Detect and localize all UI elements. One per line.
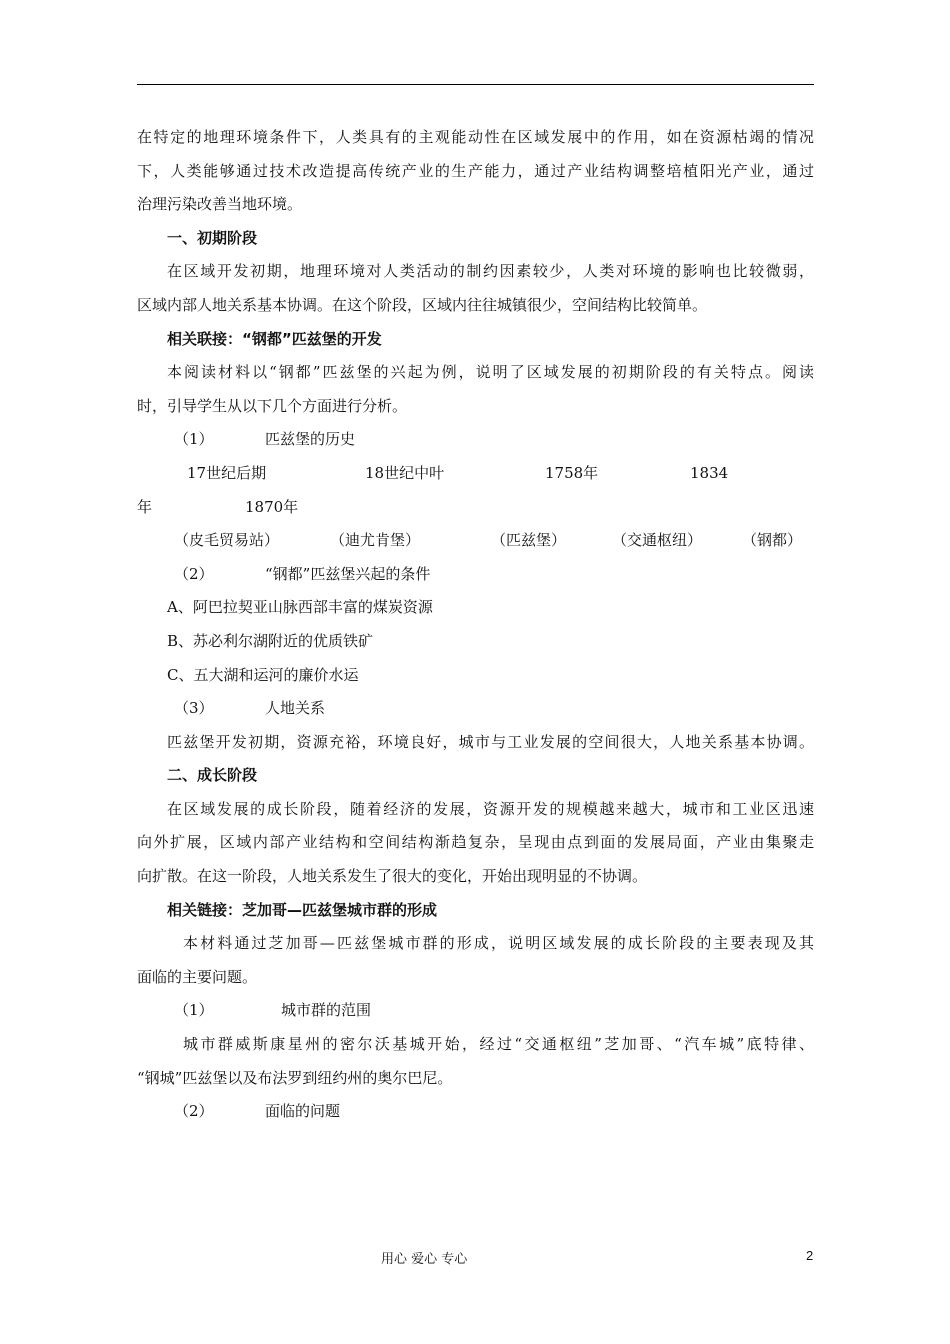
paragraph-line: 向扩散。在这一阶段，人地关系发生了很大的变化，开始出现明显的不协调。 xyxy=(137,867,648,886)
paragraph-line: 本阅读材料以“钢都”匹兹堡的兴起为例，说明了区域发展的初期阶段的有关特点。阅读 xyxy=(167,363,814,382)
stage-label: （匹兹堡） xyxy=(491,531,567,550)
section-heading-initial: 一、初期阶段 xyxy=(167,228,258,247)
item-text: 匹兹堡的历史 xyxy=(265,430,356,449)
item-text: “钢都”匹兹堡兴起的条件 xyxy=(265,564,431,583)
paragraph-line: 治理污染改善当地环境。 xyxy=(137,195,303,214)
item-text: 人地关系 xyxy=(265,699,326,718)
stage-label: （交通枢纽） xyxy=(612,531,703,550)
timeline-date: 17世纪后期 xyxy=(187,463,267,482)
item-text: 面临的问题 xyxy=(265,1102,341,1121)
document-body xyxy=(137,121,814,1129)
paragraph-line: 时，引导学生从以下几个方面进行分析。 xyxy=(137,396,408,415)
stage-label: （钢都） xyxy=(742,531,803,550)
timeline-date-suffix: 年 xyxy=(137,497,153,516)
section-heading-growth: 二、成长阶段 xyxy=(167,766,258,785)
paragraph-line: 向外扩展，区域内部产业结构和空间结构渐趋复杂，呈现由点到面的发展局面，产业由集聚走 xyxy=(137,833,814,852)
related-link-heading: 相关联接：“钢都”匹兹堡的开发 xyxy=(167,329,382,348)
paragraph-line: 匹兹堡开发初期，资源充裕，环境良好，城市与工业发展的空间很大，人地关系基本协调。 xyxy=(167,732,814,751)
timeline-date: 1834 xyxy=(690,463,729,482)
item-number: （2） xyxy=(174,1102,214,1121)
paragraph-line: 下，人类能够通过技术改造提高传统产业的生产能力，通过产业结构调整培植阳光产业，通过 xyxy=(137,161,814,180)
paragraph-line: 面临的主要问题。 xyxy=(137,967,258,986)
header-rule xyxy=(137,84,814,85)
item-number: （2） xyxy=(174,564,214,583)
timeline-date: 18世纪中叶 xyxy=(365,463,445,482)
stage-label: （迪尤肯堡） xyxy=(330,531,421,550)
timeline-row xyxy=(137,491,814,525)
condition-item: C、五大湖和运河的廉价水运 xyxy=(167,665,359,684)
list-item xyxy=(137,994,814,1028)
footer-motto: 用心 爱心 专心 xyxy=(381,1252,468,1267)
list-item xyxy=(137,692,814,726)
page-number: 2 xyxy=(806,1248,814,1263)
paragraph-line: 区域内部人地关系基本协调。在这个阶段，区域内往往城镇很少，空间结构比较简单。 xyxy=(137,295,708,314)
stage-label: （皮毛贸易站） xyxy=(174,531,280,550)
paragraph-line: “钢城”匹兹堡以及布法罗到纽约州的奥尔巴尼。 xyxy=(137,1068,453,1087)
item-number: （1） xyxy=(174,430,214,449)
condition-item: B、苏必利尔湖附近的优质铁矿 xyxy=(167,631,374,650)
item-number: （3） xyxy=(174,699,214,718)
timeline-row xyxy=(137,457,814,491)
paragraph-line: 本材料通过芝加哥—匹兹堡城市群的形成，说明区域发展的成长阶段的主要表现及其 xyxy=(183,934,814,953)
timeline-date: 1870年 xyxy=(245,497,299,516)
list-item xyxy=(137,1095,814,1129)
paragraph-line: 在区域开发初期，地理环境对人类活动的制约因素较少，人类对环境的影响也比较微弱， xyxy=(167,262,814,281)
stage-row xyxy=(137,524,814,558)
paragraph-line: 在区域发展的成长阶段，随着经济的发展，资源开发的规模越来越大，城市和工业区迅速 xyxy=(167,799,814,818)
related-link-heading: 相关链接：芝加哥—匹兹堡城市群的形成 xyxy=(167,900,438,919)
timeline-date: 1758年 xyxy=(545,463,599,482)
item-text: 城市群的范围 xyxy=(281,1001,372,1020)
paragraph-line: 城市群威斯康星州的密尔沃基城开始，经过“交通枢纽”芝加哥、“汽车城”底特律、 xyxy=(183,1035,814,1054)
paragraph-line: 在特定的地理环境条件下，人类具有的主观能动性在区域发展中的作用，如在资源枯竭的情况 xyxy=(137,128,814,146)
item-number: （1） xyxy=(174,1001,214,1020)
list-item xyxy=(137,558,814,592)
condition-item: A、阿巴拉契亚山脉西部丰富的煤炭资源 xyxy=(167,598,433,617)
list-item xyxy=(137,423,814,457)
